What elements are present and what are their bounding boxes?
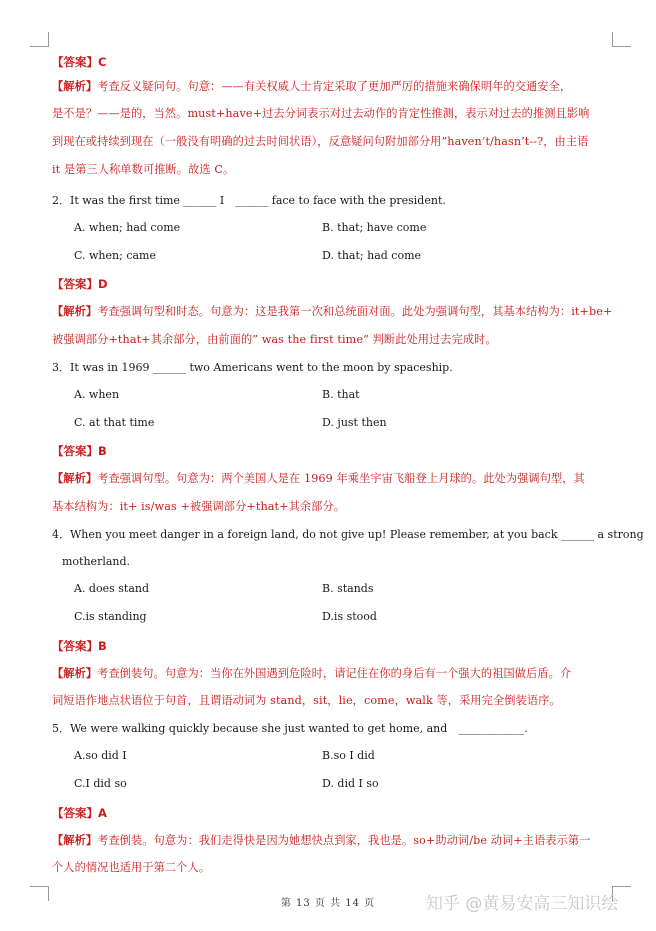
crop-mark-top-right	[612, 32, 631, 47]
analysis-text: it 是第三人称单数可推断。故选 C。	[52, 163, 235, 176]
crop-mark-top-left	[30, 32, 49, 47]
option-d[interactable]: D. did I so	[322, 777, 379, 790]
analysis-line	[52, 304, 632, 320]
analysis-line	[52, 666, 632, 682]
analysis-text: 基本结构为：it+ is/was +被强调部分+that+其余部分。	[52, 500, 346, 513]
answer-tag: 【答案】	[52, 639, 98, 653]
answer-line	[52, 805, 632, 821]
option-c[interactable]: C.I did so	[74, 777, 127, 790]
analysis-tag: 【解析】	[52, 472, 98, 485]
analysis-text: 被强调部分+that+其余部分，由前面的” was the first time” 判断此处用过去完成时。	[52, 333, 497, 346]
analysis-text: 考查强调句型。句意为：两个美国人是在 1969 年乘坐宇宙飞船登上月球的。此处为强调句型，其	[97, 472, 585, 485]
answer-tag: 【答案】	[52, 806, 98, 820]
answer-line	[52, 54, 632, 70]
analysis-line	[52, 471, 632, 487]
analysis-line	[52, 499, 632, 515]
answer-value: B	[98, 444, 107, 458]
page-number-footer: 第 13 页 共 14 页	[280, 898, 376, 909]
analysis-text: 是不是？——是的，当然。must+have+过去分词表示对过去动作的肯定性推测，表示对过去的推测且影响	[52, 107, 590, 120]
option-c[interactable]: C. when; came	[74, 249, 156, 262]
answer-line	[52, 443, 632, 459]
question-stem	[52, 527, 644, 543]
option-a[interactable]: A. when; had come	[74, 221, 181, 234]
option-d[interactable]: D.is stood	[322, 610, 377, 623]
analysis-text: 词短语作地点状语位于句首，且谓语动词为 stand，sit，lie，come，walk 等，采用完全倒装语序。	[52, 694, 561, 707]
analysis-line	[52, 106, 632, 122]
answer-line	[52, 276, 632, 292]
stem-text: motherland.	[62, 555, 131, 568]
analysis-text: 考查倒装句。句意为：当你在外国遇到危险时，请记住在你的身后有一个强大的祖国做后盾。介	[97, 667, 572, 680]
analysis-line	[52, 332, 632, 348]
analysis-tag: 【解析】	[52, 667, 98, 680]
analysis-text: 考查倒装。句意为：我们走得快是因为她想快点到家，我也是。so+助动词/be 动词+主语表示第一	[97, 834, 591, 847]
analysis-text: 到现在或持续到现在（一般没有明确的过去时间状语），反意疑问句附加部分用”haven’t/hasn’t--?，由主语	[52, 135, 589, 148]
answer-line	[52, 638, 632, 654]
stem-text: 5．We were walking quickly because she just wanted to get home, and ____________.	[52, 722, 528, 735]
option-b[interactable]: B. stands	[322, 582, 374, 595]
analysis-line	[52, 162, 632, 178]
option-b[interactable]: B. that; have come	[322, 221, 427, 234]
analysis-line	[52, 79, 632, 95]
analysis-line	[52, 860, 632, 876]
analysis-text: 考查强调句型和时态。句意为：这是我第一次和总统面对面。此处为强调句型，其基本结构为：it+be+	[97, 305, 613, 318]
stem-text: 4．When you meet danger in a foreign land, do not give up! Please remember, at you back ______ a strong	[52, 528, 644, 541]
analysis-line	[52, 693, 632, 709]
option-d[interactable]: D. just then	[322, 416, 387, 429]
option-c[interactable]: C.is standing	[74, 610, 147, 623]
option-b[interactable]: B.so I did	[322, 749, 375, 762]
question-stem	[52, 193, 632, 209]
analysis-line	[52, 134, 632, 150]
stem-text: 3．It was in 1969 ______ two Americans went to the moon by spaceship.	[52, 361, 453, 374]
option-b[interactable]: B. that	[322, 388, 360, 401]
option-a[interactable]: A. when	[74, 388, 120, 401]
answer-value: D	[98, 277, 108, 291]
analysis-tag: 【解析】	[52, 305, 98, 318]
analysis-text: 个人的情况也适用于第二个人。	[52, 861, 211, 874]
analysis-line	[52, 833, 632, 849]
answer-value: C	[98, 55, 107, 69]
answer-value: A	[98, 806, 107, 820]
question-stem	[52, 360, 632, 376]
analysis-tag: 【解析】	[52, 80, 98, 93]
analysis-tag: 【解析】	[52, 834, 98, 847]
answer-value: B	[98, 639, 107, 653]
stem-text: 2．It was the first time ______ I ______ face to face with the president.	[52, 194, 446, 207]
option-a[interactable]: A.so did I	[74, 749, 127, 762]
analysis-text: 考查反义疑问句。句意：——有关权威人士肯定采取了更加严厉的措施来确保明年的交通安全，	[97, 80, 572, 93]
question-stem-continued	[62, 554, 642, 570]
question-stem	[52, 721, 632, 737]
option-c[interactable]: C. at that time	[74, 416, 155, 429]
answer-tag: 【答案】	[52, 55, 98, 69]
answer-tag: 【答案】	[52, 277, 98, 291]
watermark: 知乎 @黄易安高三知识绘	[426, 894, 619, 914]
option-d[interactable]: D. that; had come	[322, 249, 422, 262]
answer-tag: 【答案】	[52, 444, 98, 458]
option-a[interactable]: A. does stand	[74, 582, 150, 595]
